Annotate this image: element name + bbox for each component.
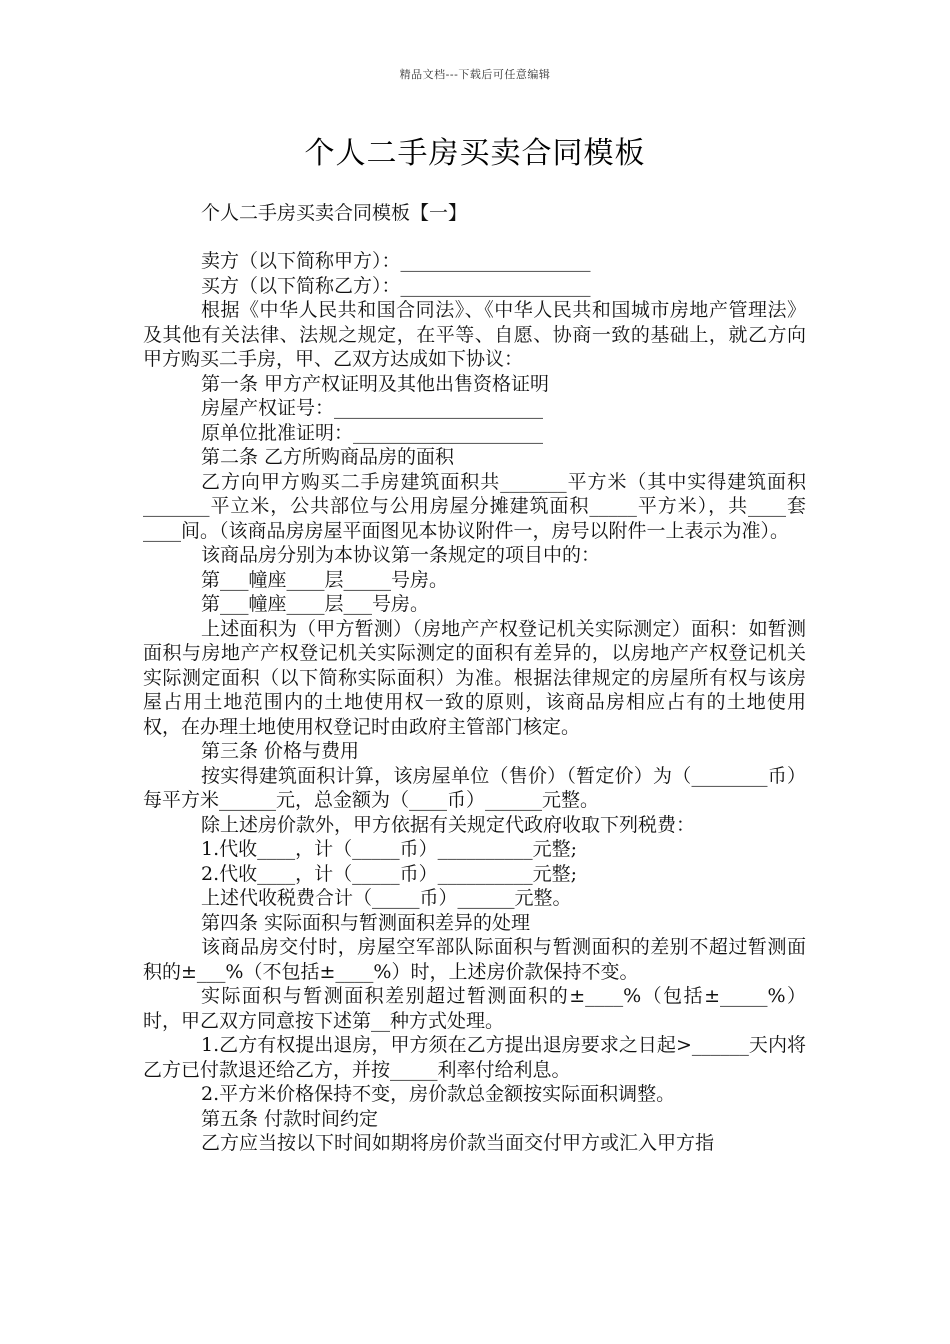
option-1-paragraph: 1.乙方有权提出退房，甲方须在乙方提出退房要求之日起>______天内将乙方已付款退还给乙方，并按_____利率付给利息。 (143, 1034, 806, 1081)
option-2-paragraph: 2.平方米价格保持不变，房价款总金额按实际面积调整。 (201, 1083, 676, 1105)
article-2-heading: 第二条 乙方所购商品房的面积 (201, 446, 455, 468)
tax-line-1: 1.代收____，计（_____币）__________元整; (201, 838, 578, 860)
tax-line-2: 2.代收____，计（_____币）__________元整; (201, 862, 578, 885)
contract-body (143, 249, 806, 1156)
document-title: 个人二手房买卖合同模板 (304, 136, 646, 171)
article-5-heading: 第五条 付款时间约定 (201, 1107, 379, 1130)
preamble-paragraph: 根据《中华人民共和国合同法》、《中华人民共和国城市房地产管理法》及其他有关法律、法规之规定，在平等、自愿、协商一致的基础上，就乙方向甲方购买二手房，甲、乙双方达成如下协议： (143, 299, 806, 370)
article-4-heading: 第四条 实际面积与暂测面积差异的处理 (201, 911, 531, 934)
area-paragraph: 乙方向甲方购买二手房建筑面积共_______平方米（其中实得建筑面积_______平立米，公共部位与公用房屋分摊建筑面积_____平方米），共____套____间。（该商品房房屋平面图见本协议附件一，房号以附件一上表示为准）。 (143, 470, 806, 542)
document-subtitle: 个人二手房买卖合同模板【一】 (201, 202, 468, 224)
price-paragraph: 按实得建筑面积计算，该房屋单位（售价）（暂定价）为（________币）每平方米______元，总金额为（____币）______元整。 (143, 764, 806, 811)
article-3-heading: 第三条 价格与费用 (201, 740, 360, 762)
tax-total-line: 上述代收税费合计（_____币）______元整。 (201, 887, 572, 909)
area-measurement-paragraph: 上述面积为（甲方暂测）（房地产产权登记机关实际测定）面积：如暂测面积与房地产产权登记机关实际测定的面积有差异的，以房地产产权登记机关实际测定面积（以下简称实际面积）为准。根据法律规定的房屋所有权与该房屋占用土地范围内的土地使用权一致的原则，该商品房相应占有的土地使用权，在办理土地使用权登记时由政府主管部门核定。 (143, 617, 806, 738)
area-difference-paragraph: 该商品房交付时，房屋空军部队际面积与暂测面积的差别不超过暂测面积的±___%（不包括±____%）时，上述房价款保持不变。 (143, 936, 806, 983)
unit-line-2: 第___幢座____层___号房。 (201, 593, 430, 615)
payment-paragraph: 乙方应当按以下时间如期将房价款当面交付甲方或汇入甲方指 (201, 1132, 715, 1154)
buyer-line: 买方（以下简称乙方）：____________________ (201, 274, 591, 297)
seller-line: 卖方（以下简称甲方）：____________________ (201, 250, 591, 272)
area-excess-paragraph: 实际面积与暂测面积差别超过暂测面积的±____%（包括±_____%）时，甲乙双方同意按下述第__种方式处理。 (143, 985, 806, 1032)
unit-line-1: 第___幢座____层_____号房。 (201, 568, 449, 591)
property-certificate-line: 房屋产权证号：______________________ (201, 397, 544, 419)
approval-certificate-line: 原单位批准证明：____________________ (201, 421, 544, 444)
tax-intro-line: 除上述房价款外，甲方依据有关规定代政府收取下列税费： (201, 813, 696, 836)
article-1-heading: 第一条 甲方产权证明及其他出售资格证明 (201, 372, 550, 395)
unit-intro-line: 该商品房分别为本协议第一条规定的项目中的： (201, 544, 601, 566)
page-header: 精品文档---下载后可任意编辑 (399, 68, 551, 81)
